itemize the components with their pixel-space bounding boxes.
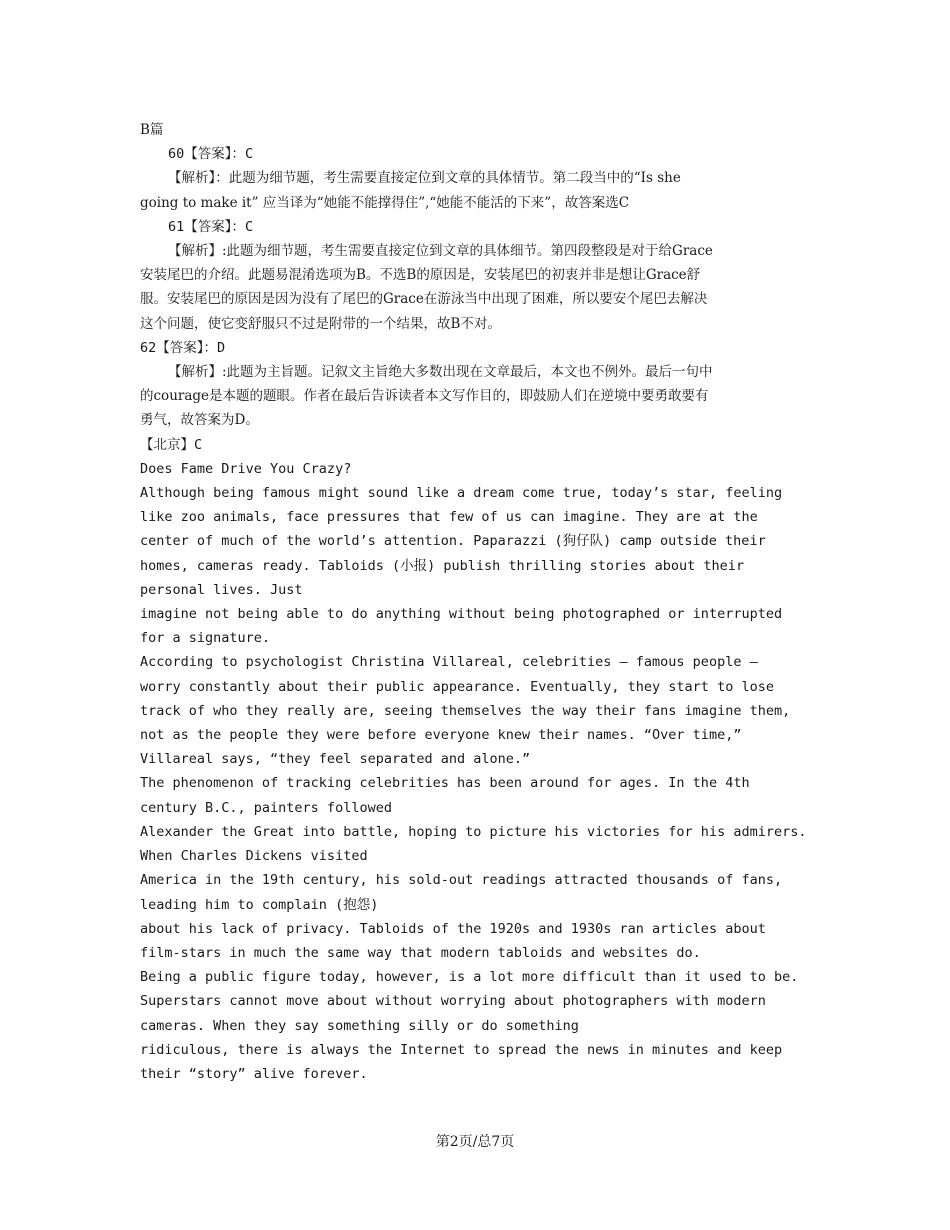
q61-analysis-line: 【解析】:此题为细节题，考生需要直接定位到文章的具体细节。第四段整段是对于给Grace [168,243,713,260]
q61-analysis-line: 服。安装尾巴的原因是因为没有了尾巴的Grace在游泳当中出现了困难，所以要安个尾巴去解决 [140,291,708,308]
article-line: for a signature. [140,630,271,647]
q61-answer: 61【答案】：C [168,218,254,235]
article-title: Does Fame Drive You Crazy? [140,460,352,477]
article-line: like zoo animals, face pressures that few of us can imagine. They are at the [140,509,758,526]
article-line: When Charles Dickens visited [140,848,368,865]
article-line: Although being famous might sound like a dream come true, today’s star, feeling [140,485,783,502]
article-text [140,481,811,1086]
q60-analysis-line: 【解析】：此题为细节题，考生需要直接定位到文章的具体情节。第二段当中的“Is she [168,170,681,187]
article-line: Superstars cannot move about without worrying about photographers with modern [140,993,766,1010]
q62-analysis-line: 勇气，故答案为D。 [140,412,259,429]
article-line: worry constantly about their public appearance. Eventually, they start to lose [140,678,774,695]
document-body [140,118,811,1086]
article-line: ridiculous, there is always the Internet to spread the news in minutes and keep [140,1041,783,1058]
article-line: imagine not being able to do anything without being photographed or interrupted [140,606,783,623]
article-line: center of much of the world’s attention. Paparazzi (狗仔队) camp outside their [140,533,766,550]
q62-answer: 62【答案】：D [140,339,226,356]
article-line: Alexander the Great into battle, hoping to picture his victories for his admirers. [140,823,807,840]
article-line: homes, cameras ready. Tabloids (小报) publish thrilling stories about their [140,557,745,574]
article-line: The phenomenon of tracking celebrities has been around for ages. In the 4th [140,775,750,792]
section-heading: B篇 [140,122,164,138]
article-line: century B.C., painters followed [140,799,392,816]
beijing-label: 【北京】C [140,436,203,453]
article-line: cameras. When they say something silly or do something [140,1017,579,1034]
q60-analysis-line: going to make it” 应当译为“她能不能撑得住”,“她能不能活的下来”，故答案选C [140,194,630,211]
article-line: film-stars in much the same way that modern tabloids and websites do. [140,944,701,961]
q62-analysis-line: 的courage是本题的题眼。作者在最后告诉读者本文写作目的，即鼓励人们在逆境中要勇敢要有 [140,388,709,405]
q61-analysis-line: 安装尾巴的介绍。此题易混淆选项为B。不选B的原因是，安装尾巴的初衷并非是想让Grace舒 [140,267,701,284]
article-line: their “story” alive forever. [140,1065,368,1082]
article-line: Being a public figure today, however, is a lot more difficult than it used to be. [140,969,799,986]
article-line: about his lack of privacy. Tabloids of the 1920s and 1930s ran articles about [140,920,766,937]
q61-analysis-line: 这个问题，使它变舒服只不过是附带的一个结果，故B不对。 [140,315,501,332]
article-line: According to psychologist Christina Villareal, celebrities — famous people — [140,654,758,671]
q60-answer: 60【答案】：C [168,146,254,163]
q62-analysis-line: 【解析】:此题为主旨题。记叙文主旨绝大多数出现在文章最后，本文也不例外。最后一句中 [168,364,713,381]
article-line: personal lives. Just [140,581,303,598]
article-line: track of who they really are, seeing themselves the way their fans imagine them, [140,702,791,719]
article-line: leading him to complain (抱怨) [140,896,379,913]
article-line: Villareal says, “they feel separated and alone.” [140,751,531,768]
page-footer: 第2页/总7页 [435,1134,515,1150]
article-line: not as the people they were before everyone knew their names. “Over time,” [140,727,742,744]
article-line: America in the 19th century, his sold-out readings attracted thousands of fans, [140,872,783,889]
